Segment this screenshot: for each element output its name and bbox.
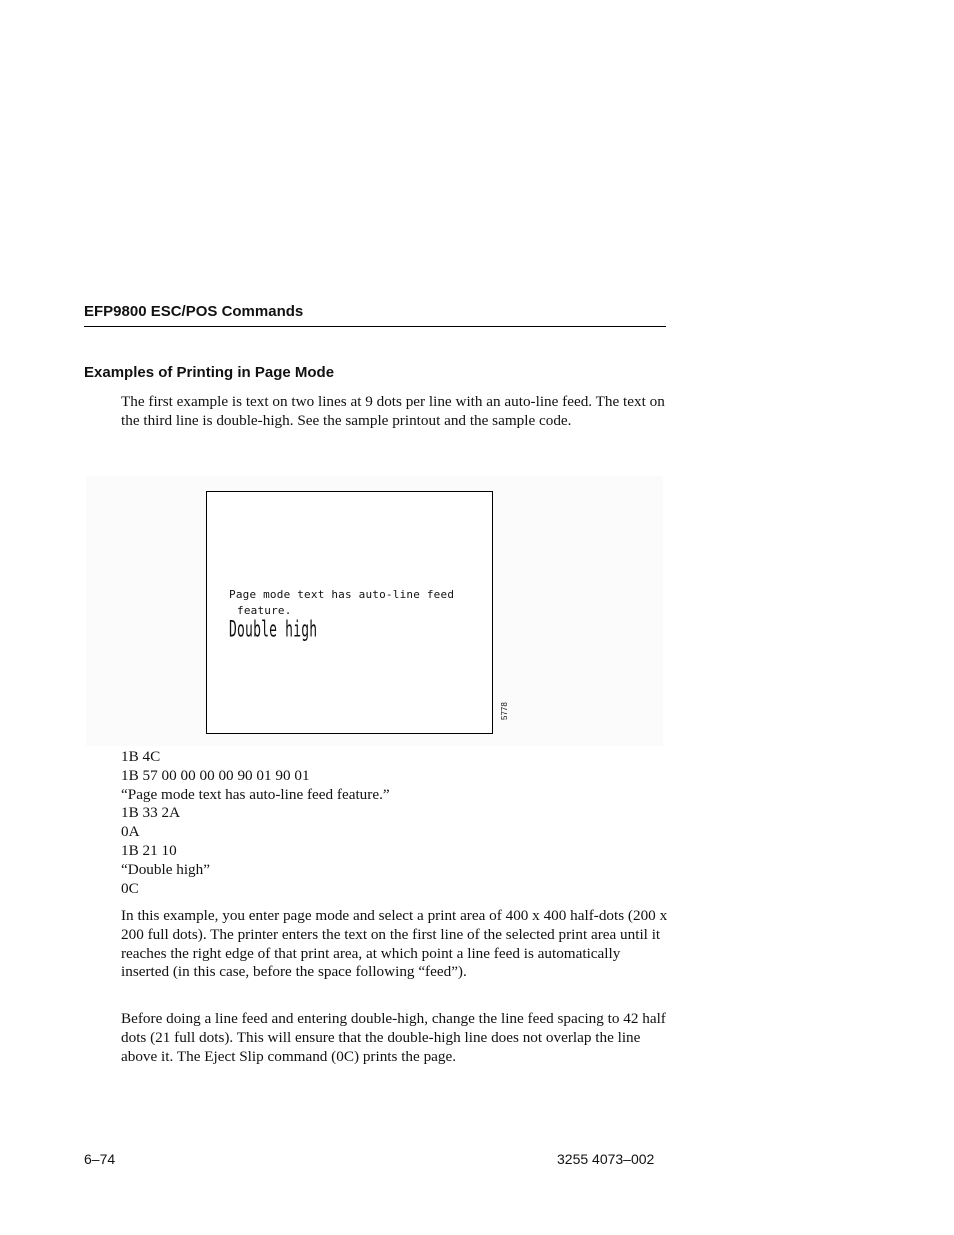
code-line: 1B 21 10 bbox=[121, 841, 177, 859]
code-line: “Double high” bbox=[121, 860, 210, 878]
intro-paragraph: The first example is text on two lines at 9 dots per line with an auto-line feed. The text on the third line is double-high. See the sample printout and the sample code. bbox=[121, 393, 665, 429]
code-line: 0A bbox=[121, 823, 140, 841]
code-line: 1B 4C bbox=[121, 748, 161, 765]
document-number: 3255 4073–002 bbox=[557, 1151, 655, 1167]
line-spacing-paragraph: Before doing a line feed and entering double-high, change the line feed spacing to 42 half dots (21 full dots). This will ensure that the double-high line does not overlap the line above it. The Eject Slip command (0C) prints the page. bbox=[121, 1010, 666, 1065]
section-title: Examples of Printing in Page Mode bbox=[84, 364, 335, 381]
printout-double-high: Double high bbox=[229, 618, 318, 644]
code-line: 0C bbox=[121, 879, 139, 897]
printout-line-1: Page mode text has auto-line feed bbox=[229, 588, 455, 601]
code-line: “Page mode text has auto-line feed feature.” bbox=[121, 785, 390, 803]
sample-printout bbox=[206, 491, 493, 734]
code-line: 1B 33 2A bbox=[121, 804, 181, 822]
running-head: EFP9800 ESC/POS Commands bbox=[84, 303, 304, 320]
code-line: 1B 57 00 00 00 00 90 01 90 01 bbox=[121, 766, 310, 784]
header-rule bbox=[84, 326, 666, 327]
printout-line-2: feature. bbox=[237, 604, 292, 617]
sample-code bbox=[121, 748, 390, 898]
explanation-paragraph: In this example, you enter page mode and select a print area of 400 x 400 half-dots (200 x 200 full dots). The printer enters the text on the first line of the selected print area until it reaches the right edge of that print area, at which point a line feed is automatically inserted (in this case, before the space following “feed”). bbox=[121, 907, 668, 981]
figure-number: 5778 bbox=[500, 702, 509, 720]
page-number: 6–74 bbox=[84, 1151, 116, 1167]
